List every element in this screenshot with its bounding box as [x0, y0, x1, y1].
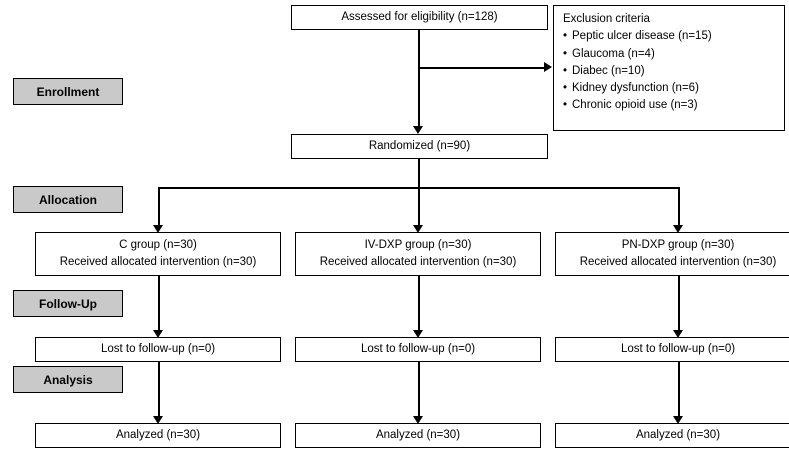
stage-followup-text: Follow-Up	[39, 296, 97, 311]
randomized-label: Randomized (n=90)	[368, 140, 471, 153]
connector-c-to-analysis	[158, 362, 160, 418]
analysis-box-iv	[295, 423, 541, 448]
allocation-c-line1: C group (n=30)	[119, 239, 197, 252]
exclusion-item: • Peptic ulcer disease (n=15)	[563, 28, 776, 45]
allocation-box-pn	[555, 232, 789, 276]
analysis-c-label: Analyzed (n=30)	[115, 429, 201, 442]
stage-analysis-text: Analysis	[43, 372, 93, 387]
connector-branch-pn	[678, 187, 680, 228]
exclusion-title: Exclusion criteria	[563, 13, 650, 25]
allocation-pn-line2: Received allocated intervention (n=30)	[579, 256, 777, 268]
exclusion-item: • Chronic opioid use (n=3)	[563, 97, 776, 114]
analysis-pn-label: Analyzed (n=30)	[635, 429, 721, 442]
connector-to-exclusion	[418, 67, 544, 69]
allocation-box-iv	[295, 232, 541, 276]
arrow-to-exclusion	[544, 62, 552, 72]
analysis-box-c	[35, 423, 281, 448]
arrow-to-randomized	[413, 126, 423, 134]
connector-c-to-followup	[158, 276, 160, 332]
exclusion-item: • Glaucoma (n=4)	[563, 46, 776, 63]
analysis-iv-label: Analyzed (n=30)	[375, 429, 461, 442]
followup-c-label: Lost to follow-up (n=0)	[100, 343, 216, 356]
stage-allocation-text: Allocation	[38, 192, 97, 207]
exclusion-item: • Kidney dysfunction (n=6)	[563, 80, 776, 97]
followup-box-pn	[555, 337, 789, 362]
randomized-box	[291, 134, 548, 159]
connector-branch-c	[158, 187, 160, 228]
stage-enrollment-text: Enrollment	[36, 84, 100, 99]
connector-branch-iv	[418, 187, 420, 228]
connector-eligibility-to-randomized	[418, 30, 420, 129]
connector-pn-to-analysis	[678, 362, 680, 418]
connector-iv-to-followup	[418, 276, 420, 332]
followup-iv-label: Lost to follow-up (n=0)	[360, 343, 476, 356]
assessed-label: Assessed for eligibility (n=128)	[341, 11, 498, 24]
allocation-box-c	[35, 232, 281, 276]
stage-label-analysis	[13, 366, 123, 393]
connector-iv-to-analysis	[418, 362, 420, 418]
exclusion-criteria-box	[553, 5, 785, 131]
allocation-pn-line1: PN-DXP group (n=30)	[621, 239, 735, 252]
stage-label-allocation	[13, 186, 123, 213]
allocation-iv-line2: Received allocated intervention (n=30)	[319, 256, 517, 268]
exclusion-item: • Diabec (n=10)	[563, 63, 776, 80]
followup-box-c	[35, 337, 281, 362]
connector-pn-to-followup	[678, 276, 680, 332]
followup-pn-label: Lost to follow-up (n=0)	[620, 343, 736, 356]
stage-label-followup	[13, 290, 123, 317]
allocation-iv-line1: IV-DXP group (n=30)	[364, 239, 472, 252]
analysis-box-pn	[555, 423, 789, 448]
followup-box-iv	[295, 337, 541, 362]
stage-label-enrollment	[13, 78, 123, 105]
assessed-for-eligibility-box	[291, 5, 548, 30]
connector-randomized-down	[418, 159, 420, 188]
allocation-c-line2: Received allocated intervention (n=30)	[59, 256, 257, 268]
